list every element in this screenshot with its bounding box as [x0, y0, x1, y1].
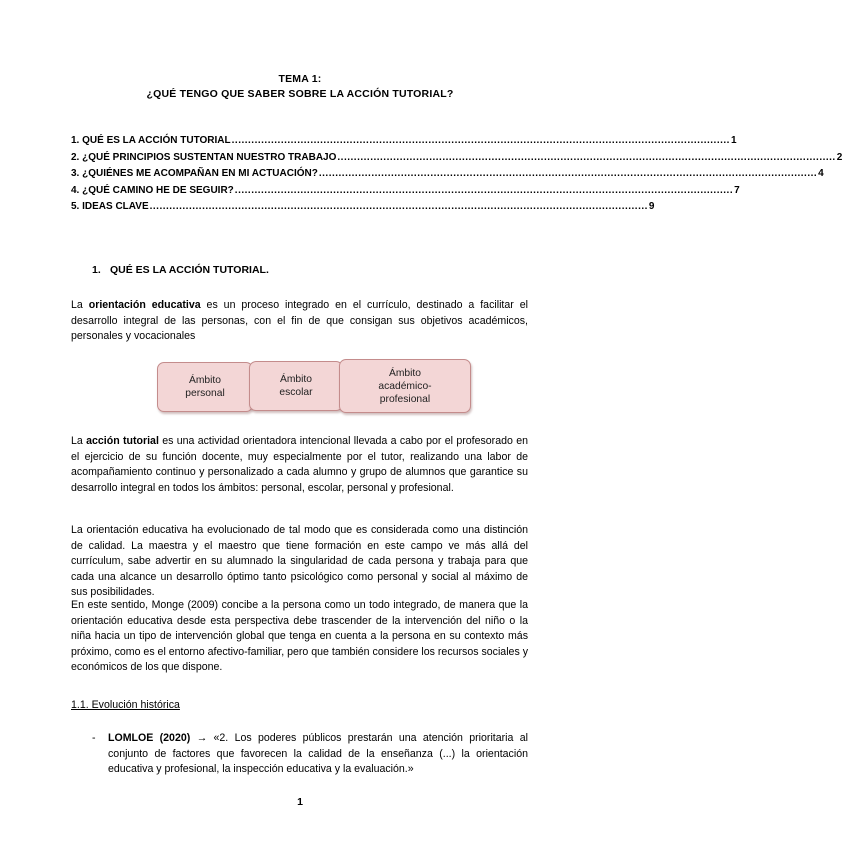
ambito-academico-profesional-box	[339, 359, 471, 413]
box-label-line: Ámbito	[188, 375, 222, 386]
list-item	[92, 731, 528, 778]
toc-entry-label: 5. IDEAS CLAVE	[71, 201, 149, 212]
bullet-text	[108, 731, 528, 778]
toc-entry-label: 3. ¿QUIÉNES ME ACOMPAÑAN EN MI ACTUACIÓN?	[71, 168, 318, 179]
toc-entry-5[interactable]	[71, 201, 655, 218]
bold-term: LOMLOE (2020)	[108, 732, 191, 744]
toc-entry-page: 4	[818, 168, 824, 179]
toc-entry-page: 9	[648, 201, 655, 212]
doc-title-line1: TEMA 1:	[278, 73, 322, 85]
box-label-line: personal	[185, 388, 225, 399]
doc-title-line2: ¿QUÉ TENGO QUE SABER SOBRE LA ACCIÓN TUTORIAL?	[146, 88, 454, 100]
toc-entry-1[interactable]	[71, 135, 737, 152]
subsection-heading: 1.1. Evolución histórica	[71, 699, 180, 711]
page-number: 1	[297, 796, 303, 808]
ambito-personal-box	[157, 362, 253, 412]
toc-entry-label: 1. QUÉ ES LA ACCIÓN TUTORIAL	[71, 135, 231, 146]
toc-entry-page: 7	[734, 184, 740, 196]
section-title: QUÉ ES LA ACCIÓN TUTORIAL.	[110, 264, 269, 276]
toc-entry-4[interactable]	[71, 184, 740, 202]
paragraph-orientacion	[71, 298, 528, 345]
toc-entry-3[interactable]	[71, 168, 824, 185]
toc-leader: ........................................................................................................................................................	[318, 168, 818, 179]
toc-entry-page: 1	[730, 135, 737, 146]
box-label-line: escolar	[279, 387, 313, 398]
bold-term: orientación educativa	[88, 299, 201, 311]
toc-entry-2[interactable]	[71, 151, 842, 169]
box-label-line: académico-	[378, 380, 432, 392]
section-heading	[92, 264, 269, 276]
text-run: → «2. Los poderes públicos prestarán una atención prioritaria al conjunto de factores que favorecen la calidad de la enseñanza (...) la orientación educativa y profesional, la inspección educativa y la evaluación.»	[108, 732, 528, 775]
bullet-dash: -	[92, 732, 96, 744]
paragraph-accion-tutorial	[71, 434, 528, 496]
toc-leader: ........................................................................................................................................................	[234, 184, 734, 196]
toc-leader: ........................................................................................................................................................	[149, 201, 648, 212]
box-label-line: profesional	[379, 393, 431, 405]
paragraph-evolucion: La orientación educativa ha evolucionado de tal modo que es considerada como una distinción de calidad. La maestra y el maestro que tiene formación en este campo ve más allá del currículum, sabe advertir en su alumnado la singularidad de cada persona y trabaja para que cada una alcance un desarrollo óptimo tanto psicológico como personal y social al máximo de sus posibilidades.	[71, 524, 528, 598]
toc-leader: ........................................................................................................................................................	[337, 151, 836, 163]
box-label-line: Ámbito	[388, 367, 422, 379]
text-run: es un proceso integrado en el currículo, destinado a facilitar el desarrollo integral de las personas, con el fin de que consigan sus objetivos académicos, personales y vocacionales	[71, 299, 528, 342]
table-of-contents	[71, 135, 842, 218]
toc-entry-label: 4. ¿QUÉ CAMINO HE DE SEGUIR?	[71, 184, 234, 196]
section-number: 1.	[92, 264, 101, 276]
bold-term: acción tutorial	[86, 435, 159, 447]
toc-entry-page: 2	[836, 151, 842, 163]
toc-entry-label: 2. ¿QUÉ PRINCIPIOS SUSTENTAN NUESTRO TRABAJO	[71, 151, 337, 163]
paragraph-monge: En este sentido, Monge (2009) concibe a la persona como un todo integrado, de manera que la orientación educativa desde esta perspectiva debe trascender de la intervención del niño o la niña hacia un tipo de intervención global que tenga en cuenta a la persona en su contexto más próximo, como es el entorno afectivo-familiar, pero que también considere los recursos sociales y económicos de los que dispone.	[71, 599, 528, 673]
text-run: La	[71, 299, 89, 311]
box-label-line: Ámbito	[279, 374, 313, 385]
toc-leader: ........................................................................................................................................................	[231, 135, 730, 146]
text-run: La	[71, 435, 87, 447]
text-run: es una actividad orientadora intencional llevada a cabo por el profesorado en el ejercicio de su función docente, muy especialmente por el tutor, realizando una labor de acompañamiento continuo y personalizado a cada alumno y grupo de alumnos que garantice su desarrollo integral en todos los ámbitos: personal, escolar, personal y profesional.	[71, 435, 528, 494]
ambito-escolar-box	[249, 361, 343, 411]
